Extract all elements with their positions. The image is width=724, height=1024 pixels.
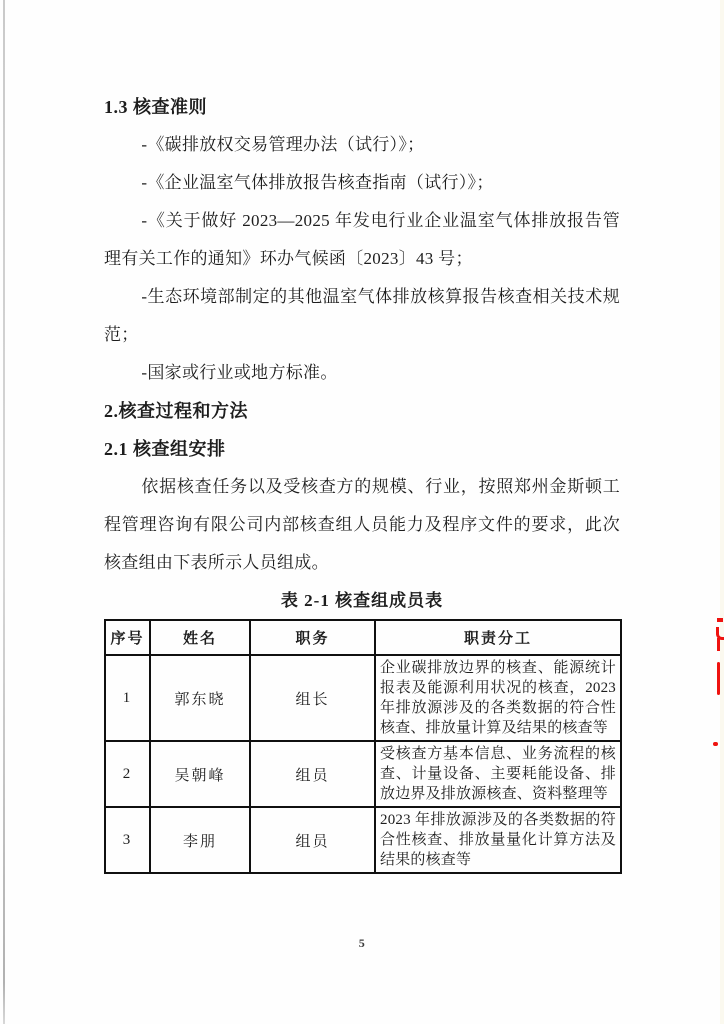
column-header-no: 序号 <box>105 620 150 655</box>
section-2-1-paragraph: 依据核查任务以及受核查方的规模、行业，按照郑州金斯顿工程管理咨询有限公司内部核查组人员能力及程序文件的要求，此次核查组由下表所示人员组成。 <box>104 477 620 572</box>
scanner-edge-line <box>3 0 5 1024</box>
table-row <box>105 741 621 807</box>
column-header-name: 姓名 <box>150 620 250 655</box>
cell-name: 吴朝峰 <box>150 741 250 807</box>
table-header-row <box>105 620 621 655</box>
cell-no: 3 <box>105 807 150 873</box>
criteria-item-4: -生态环境部制定的其他温室气体排放核算报告核查相关技术规范； <box>104 287 620 344</box>
table-caption: 表 2-1 核查组成员表 <box>280 591 444 610</box>
red-pen-mark-dot <box>713 742 718 746</box>
section-2-1-heading: 2.1 核查组安排 <box>104 439 226 459</box>
section-2-heading: 2.核查过程和方法 <box>104 401 248 421</box>
cell-duty: 企业碳排放边界的核查、能源统计报表及能源利用状况的核查，2023 年排放源涉及的各类数据的符合性核查、排放量计算及结果的核查等 <box>375 655 621 741</box>
cell-no: 2 <box>105 741 150 807</box>
cell-name: 郭东晓 <box>150 655 250 741</box>
cell-duty: 2023 年排放源涉及的各类数据的符合性核查、排放量量化计算方法及结果的核查等 <box>375 807 621 873</box>
red-pen-mark-stroke <box>717 638 720 651</box>
column-header-role: 职务 <box>250 620 375 655</box>
scanner-right-tint <box>720 0 724 1024</box>
red-pen-mark-line <box>717 662 720 695</box>
verification-team-table <box>104 619 622 874</box>
criteria-item-3: -《关于做好 2023—2025 年发电行业企业温室气体排放报告管理有关工作的通知》环办气候函〔2023〕43 号； <box>104 211 620 268</box>
page-number: 5 <box>358 936 366 950</box>
criteria-item-5: -国家或行业或地方标准。 <box>141 363 338 382</box>
column-header-duty: 职责分工 <box>375 620 621 655</box>
cell-no: 1 <box>105 655 150 741</box>
cell-role: 组员 <box>250 807 375 873</box>
red-pen-mark-tick <box>717 618 723 622</box>
cell-duty: 受核查方基本信息、业务流程的核查、计量设备、主要耗能设备、排放边界及排放源核查、资料整理等 <box>375 741 621 807</box>
criteria-item-1: -《碳排放权交易管理办法（试行）》； <box>141 135 425 154</box>
cell-role: 组员 <box>250 741 375 807</box>
table-row <box>105 655 621 741</box>
section-1-3-heading: 1.3 核查准则 <box>104 97 207 117</box>
criteria-item-2: -《企业温室气体排放报告核查指南（试行）》； <box>141 173 494 192</box>
cell-role: 组长 <box>250 655 375 741</box>
table-row <box>105 807 621 873</box>
cell-name: 李朋 <box>150 807 250 873</box>
document-content <box>104 88 620 874</box>
